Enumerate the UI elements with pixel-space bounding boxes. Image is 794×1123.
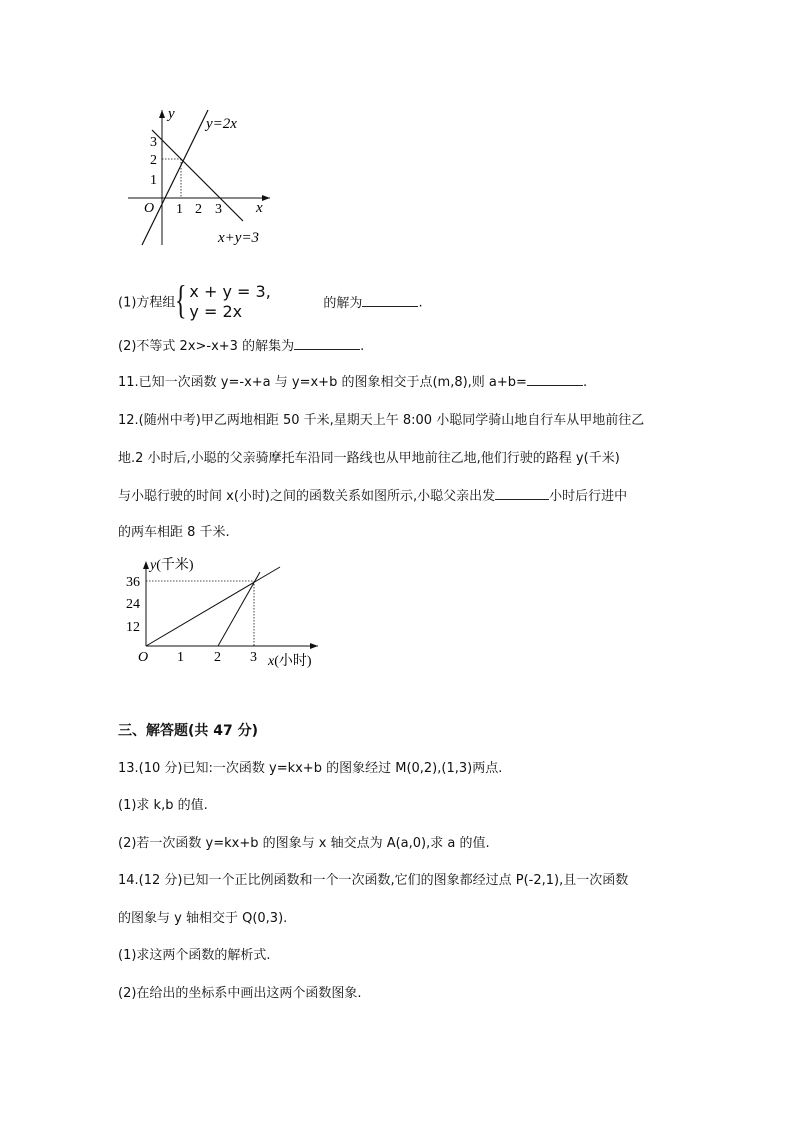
answer-blank-q10-2[interactable]: [294, 337, 360, 350]
q10-p2-end: .: [360, 339, 365, 354]
graph-distance-time: [120, 553, 330, 673]
x-tick-3: 3: [250, 650, 257, 665]
q14-part2: (2)在给出的坐标系中画出这两个函数图象.: [118, 986, 362, 1001]
q14-stem-line1: 14.(12 分)已知一个正比例函数和一个一次函数,它们的图象都经过点 P(-2,1),且一次函数: [118, 873, 629, 888]
q14-stem-line2: 的图象与 y 轴相交于 Q(0,3).: [118, 911, 288, 926]
y-tick-1: 1: [150, 173, 157, 188]
q13-part2: (2)若一次函数 y=kx+b 的图象与 x 轴交点为 A(a,0),求 a 的值.: [118, 836, 490, 851]
q11-end: .: [582, 375, 588, 390]
brace: {: [175, 277, 187, 322]
x-tick-2: 2: [195, 202, 202, 217]
q12-line3-b: 小时后行进中: [549, 489, 628, 504]
q10-p1-end: .: [418, 295, 423, 311]
equation-system: [175, 277, 325, 322]
y-tick-24: 24: [126, 597, 140, 612]
equation-2: y = 2x: [189, 302, 243, 321]
equation-1: x + y = 3,: [189, 282, 271, 301]
x-axis-arrow: [310, 643, 318, 649]
x-axis-label: x: [256, 200, 263, 216]
q12-line3: [118, 487, 627, 506]
answer-blank-q10-1[interactable]: [362, 294, 418, 307]
q10-part2: [118, 337, 364, 356]
origin-label: O: [144, 201, 155, 216]
q10-p1-suffix: 的解为: [323, 295, 363, 311]
q12-line2: 地.2 小时后,小聪的父亲骑摩托车沿同一路线也从甲地前往乙地,他们行驶的路程 y(千米): [118, 451, 620, 466]
answer-blank-q12[interactable]: [495, 487, 549, 500]
q13-stem: 13.(10 分)已知:一次函数 y=kx+b 的图象经过 M(0,2),(1,3)两点.: [118, 761, 503, 776]
q10-part1: [118, 277, 423, 322]
line2-label: x+y=3: [218, 230, 260, 246]
q12-line4: 的两车相距 8 千米.: [118, 525, 230, 540]
y-tick-2: 2: [150, 153, 157, 168]
line-son: [146, 567, 280, 646]
y-tick-12: 12: [126, 620, 140, 635]
q14-part1: (1)求这两个函数的解析式.: [118, 948, 271, 963]
y-axis-label: y: [168, 106, 175, 122]
q12-line1: 12.(随州中考)甲乙两地相距 50 千米,星期天上午 8:00 小聪同学骑山地自行车从甲地前往乙: [118, 413, 645, 428]
graph-intersecting-lines: [120, 100, 290, 250]
q10-p2-text: (2)不等式 2x>-x+3 的解集为: [118, 339, 295, 354]
equations: [189, 282, 270, 322]
q11-text: 11.已知一次函数 y=-x+a 与 y=x+b 的图象相交于点(m,8),则 a+b=: [118, 375, 527, 390]
q13-part1: (1)求 k,b 的值.: [118, 798, 208, 813]
section-heading: 三、解答题(共 47 分): [118, 723, 259, 739]
line1-label: y=2x: [206, 116, 237, 132]
q11: [118, 373, 587, 392]
q12-line3-a: 与小聪行驶的时间 x(小时)之间的函数关系如图所示,小聪父亲出发: [118, 489, 496, 504]
x-tick-1: 1: [176, 202, 183, 217]
x-tick-2: 2: [214, 650, 221, 665]
y-tick-3: 3: [150, 135, 157, 150]
origin-label: O: [138, 650, 149, 665]
y-axis-label-text: (千米): [156, 558, 194, 573]
q10-p1-prefix: (1)方程组: [118, 295, 176, 311]
y-axis-arrow: [159, 110, 165, 118]
x-tick-1: 1: [177, 650, 184, 665]
y-tick-36: 36: [126, 575, 140, 590]
y-axis-label: y(千米): [150, 558, 194, 573]
x-axis-arrow: [262, 195, 270, 201]
x-axis-label: x(小时): [268, 654, 312, 669]
answer-blank-q11[interactable]: [527, 373, 583, 386]
y-axis-arrow: [143, 561, 149, 569]
x-tick-3: 3: [215, 202, 222, 217]
